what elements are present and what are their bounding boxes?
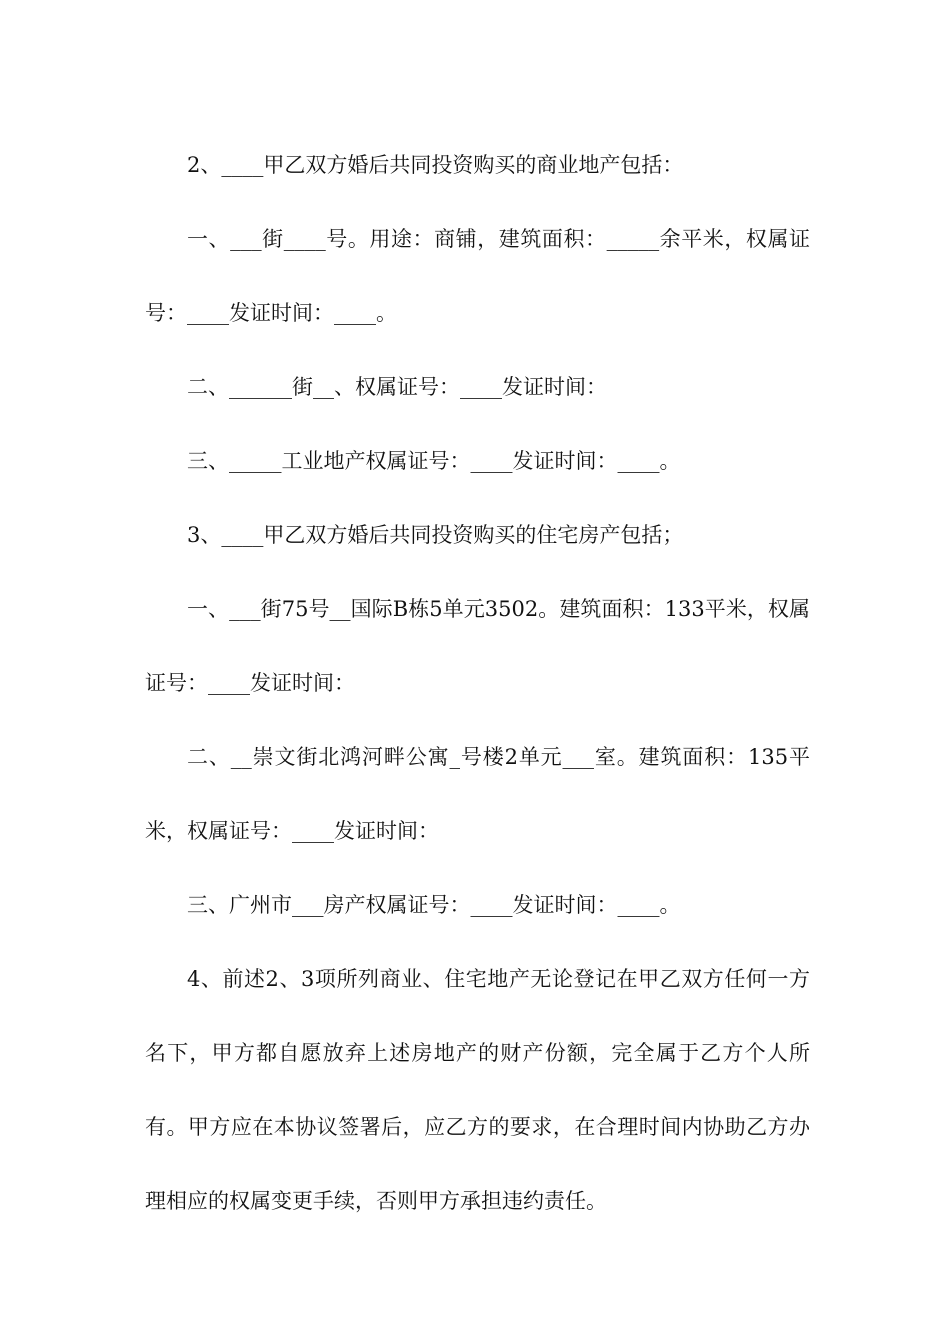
document-body [145, 128, 810, 1238]
paragraph-commercial-heading: 2、____甲乙双方婚后共同投资购买的商业地产包括： [187, 153, 684, 177]
paragraph-commercial-item-3: 三、_____工业地产权属证号：____发证时间：____。 [187, 449, 681, 473]
paragraph-commercial-item-2: 二、______街__、权属证号：____发证时间： [187, 375, 607, 399]
paragraph-residential-item-1: 一、___街75号__国际B栋5单元3502。建筑面积：133平米，权属证号：____发证时间： [145, 597, 810, 695]
paragraph-residential-item-2: 二、__崇文街北鸿河畔公寓_号楼2单元___室。建筑面积：135平米，权属证号：____发证时间： [145, 745, 810, 843]
paragraph-commercial-item-1: 一、___街____号。用途：商铺，建筑面积：_____余平米，权属证号：____发证时间：____。 [145, 227, 810, 325]
paragraph-residential-item-3: 三、广州市___房产权属证号：____发证时间：____。 [187, 893, 681, 917]
paragraph-residential-heading: 3、____甲乙双方婚后共同投资购买的住宅房产包括； [187, 523, 684, 547]
paragraph-waiver-clause: 4、前述2、3项所列商业、住宅地产无论登记在甲乙双方任何一方名下，甲方都自愿放弃上述房地产的财产份额，完全属于乙方个人所有。甲方应在本协议签署后，应乙方的要求，在合理时间内协助乙方办理相应的权属变更手续，否则甲方承担违约责任。 [145, 967, 810, 1213]
